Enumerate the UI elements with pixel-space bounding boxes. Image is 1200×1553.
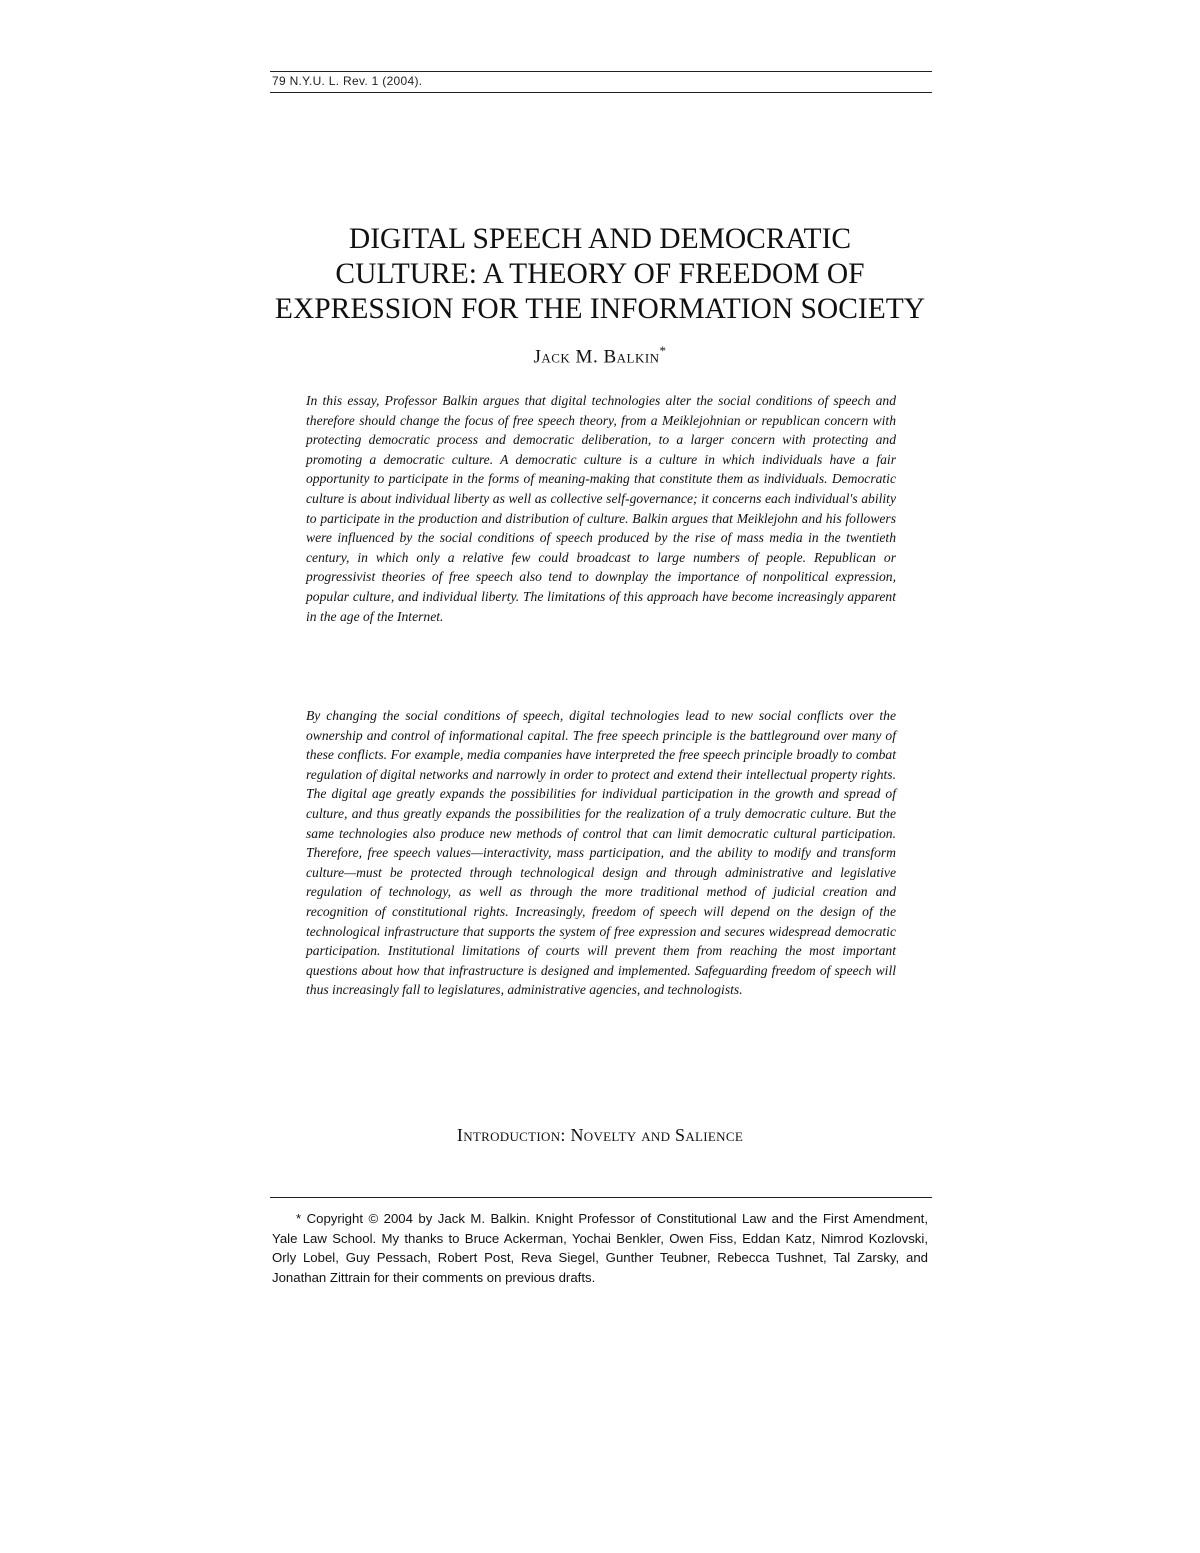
title-line-2: CULTURE: A THEORY OF FREEDOM OF	[335, 258, 865, 290]
author-footnote: * Copyright © 2004 by Jack M. Balkin. Knight Professor of Constitutional Law and the First Amendment, Yale Law School. My thanks to Bruce Ackerman, Yochai Benkler, Owen Fiss, Eddan Katz, Nimrod Kozlovski, Orly Lobel, Guy Pessach, Robert Post, Reva Siegel, Gunther Teubner, Rebecca Tushnet, Tal Zarsky, and Jonathan Zittrain for their comments on previous drafts.	[272, 1211, 928, 1285]
section-heading: Introduction: Novelty and Salience	[456, 1125, 744, 1145]
abstract-paragraph-2: By changing the social conditions of speech, digital technologies lead to new social conflicts over the ownership and control of informational capital. The free speech principle is the battleground over many of these conflicts. For example, media companies have interpreted the free speech principle broadly to combat regulation of digital networks and narrowly in order to protect and extend their intellectual property rights. The digital age greatly expands the possibilities for individual participation in the growth and spread of culture, and thus greatly expands the possibilities for the realization of a truly democratic culture. But the same technologies also produce new methods of control that can limit democratic cultural participation. Therefore, free speech values—interactivity, mass participation, and the ability to modify and transform culture—must be protected through technological design and through administrative and legislative regulation of technology, as well as through the more traditional method of judicial creation and recognition of constitutional rights. Increasingly, freedom of speech will depend on the design of the technological infrastructure that supports the system of free expression and secures widespread democratic participation. Institutional limitations of courts will prevent them from reaching the most important questions about how that infrastructure is designed and implemented. Safeguarding freedom of speech will thus increasingly fall to legislatures, administrative agencies, and technologists.	[306, 708, 896, 998]
header-bottom-rule	[270, 92, 932, 93]
journal-citation: 79 N.Y.U. L. Rev. 1 (2004).	[272, 74, 423, 88]
header-top-rule	[270, 71, 932, 72]
article-title	[200, 222, 1000, 327]
title-line-1: DIGITAL SPEECH AND DEMOCRATIC	[348, 223, 852, 255]
title-line-3: EXPRESSION FOR THE INFORMATION SOCIETY	[274, 293, 926, 325]
author-footnote-marker: *	[659, 343, 667, 358]
author-name: Jack M. Balkin	[533, 346, 660, 368]
footnote-rule	[270, 1197, 932, 1198]
abstract-paragraph-1: In this essay, Professor Balkin argues that digital technologies alter the social conditions of speech and therefore should change the focus of free speech theory, from a Meiklejohnian or republican concern with protecting democratic process and democratic deliberation, to a larger concern with protecting and promoting a democratic culture. A democratic culture is a culture in which individuals have a fair opportunity to participate in the forms of meaning-making that constitute them as individuals. Democratic culture is about individual liberty as well as collective self-governance; it concerns each individual's ability to participate in the production and distribution of culture. Balkin argues that Meiklejohn and his followers were influenced by the social conditions of speech produced by the rise of mass media in the twentieth century, in which only a relative few could broadcast to large numbers of people. Republican or progressivist theories of free speech also tend to downplay the importance of nonpolitical expression, popular culture, and individual liberty. The limitations of this approach have become increasingly apparent in the age of the Internet.	[306, 393, 896, 624]
article-author	[300, 343, 900, 368]
